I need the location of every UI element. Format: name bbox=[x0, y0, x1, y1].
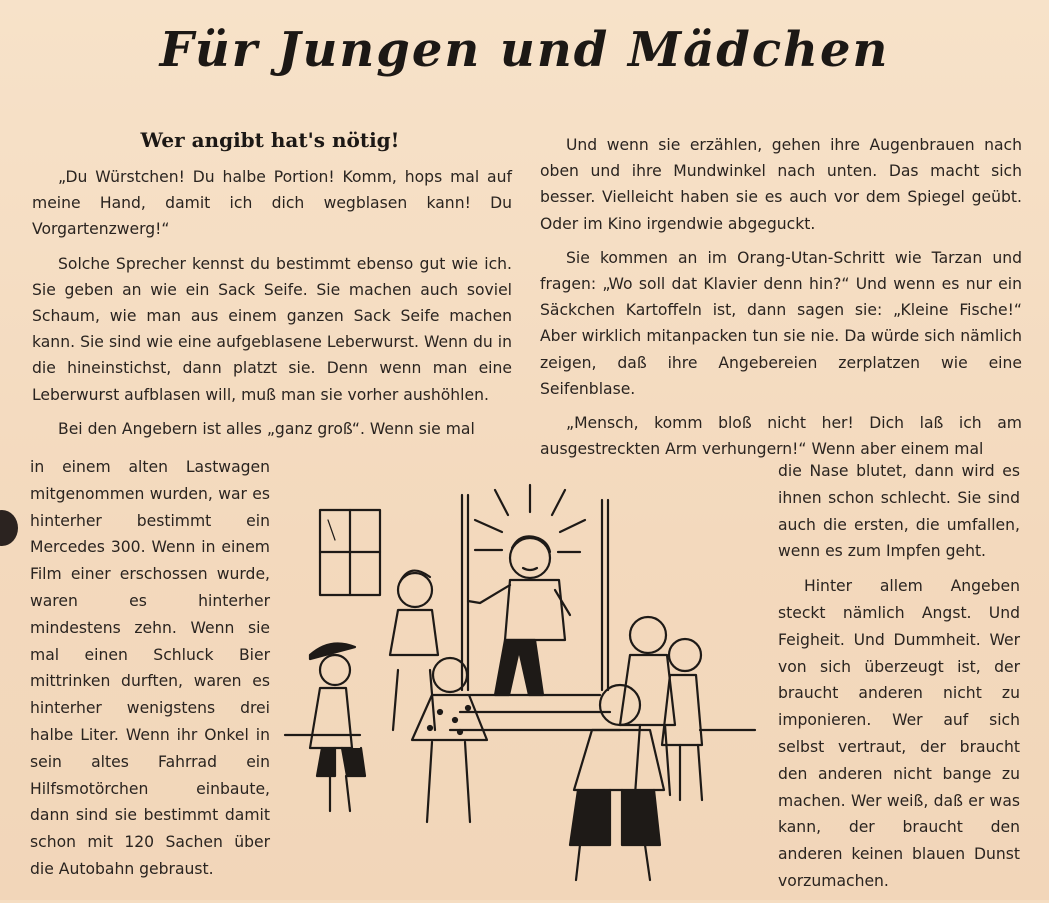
paragraph: Solche Sprecher kennst du bestimmt ebenso gut wie ich. Sie geben an wie ein Sack Seife. Sie machen auch soviel Schaum, wie man aus einem ganzen Sack Seife machen kann. Sie sind wie eine aufgeblasene Leberwurst. Wenn du in die hineinstichst, dann platzt sie. Denn wenn man eine Leberwurst aufblasen will, muß man sie vorher aushöhlen. bbox=[32, 254, 512, 404]
paragraph: in einem alten Lastwagen mitgenommen wurden, war es hinterher bestimmt ein Mercedes 300. Wenn in einem Film einer erschossen wurde, waren es hinterher mindestens zehn. Wenn sie mal einen Schluck Bier mittrinken durften, waren es hinterher wenigstens drei halbe Liter. Wenn ihr Onkel in sein altes Fahrrad ein Hilfsmotörchen einbaute, dann sind sie bestimmt damit schon mit 120 Sachen über die Autobahn gebraust. bbox=[30, 458, 270, 878]
paragraph: Hinter allem Angeben steckt nämlich Angst. Und Feigheit. Und Dummheit. Wer von sich überzeugt ist, der braucht anderen nicht zu imponieren. Wer auf sich selbst vertraut, der braucht den anderen nicht bange zu machen. Wer weiß, daß er was kann, der braucht den anderen keinen blauen Dunst vorzumachen. bbox=[778, 577, 1020, 890]
punch-hole bbox=[0, 510, 18, 546]
paragraph: Bei den Angebern ist alles „ganz groß“. Wenn sie mal bbox=[58, 419, 475, 438]
paragraph: die Nase blutet, dann wird es ihnen schon schlecht. Sie sind auch die ersten, die umfallen, wenn es zum Impfen geht. bbox=[778, 462, 1020, 561]
boy-boasting-among-children-drawing bbox=[280, 480, 760, 890]
paragraph: „Du Würstchen! Du halbe Portion! Komm, hops mal auf meine Hand, damit ich dich wegblasen kann! Du Vorgartenzwerg!“ bbox=[32, 168, 512, 239]
boasting-boy bbox=[468, 536, 570, 695]
paragraph: „Mensch, komm bloß nicht her! Dich laß ich am ausgestreckten Arm verhungern!“ Wenn aber einem mal bbox=[540, 414, 1022, 459]
right-column-bottom bbox=[778, 458, 1020, 903]
page-title: Für Jungen und Mädchen bbox=[159, 22, 890, 78]
article-heading: Wer angibt hat's nötig! bbox=[140, 128, 400, 152]
left-column-bottom bbox=[30, 454, 270, 891]
paragraph: Sie kommen an im Orang-Utan-Schritt wie Tarzan und fragen: „Wo soll dat Klavier denn hin?“ Und wenn es nur ein Säckchen Kartoffeln ist, dann sagen sie: „Kleine Fische!“ Aber wirklich mitanpacken tun sie nie. Da würde sich nämlich zeigen, daß ihre Angebereien zerplatzen wie eine Seifenblase. bbox=[540, 248, 1022, 398]
right-column-top bbox=[540, 132, 1022, 470]
paragraph: Und wenn sie erzählen, gehen ihre Augenbrauen nach oben und ihre Mundwinkel nach unten. Das macht sich besser. Vielleicht haben sie es auch vor dem Spiegel geübt. Oder im Kino irgendwie abgeguckt. bbox=[540, 136, 1022, 233]
boy-with-cap bbox=[310, 643, 365, 811]
girl bbox=[390, 571, 438, 730]
boy-from-behind bbox=[570, 685, 664, 880]
left-column-top bbox=[32, 164, 512, 450]
boy-polka-shirt bbox=[412, 658, 487, 822]
